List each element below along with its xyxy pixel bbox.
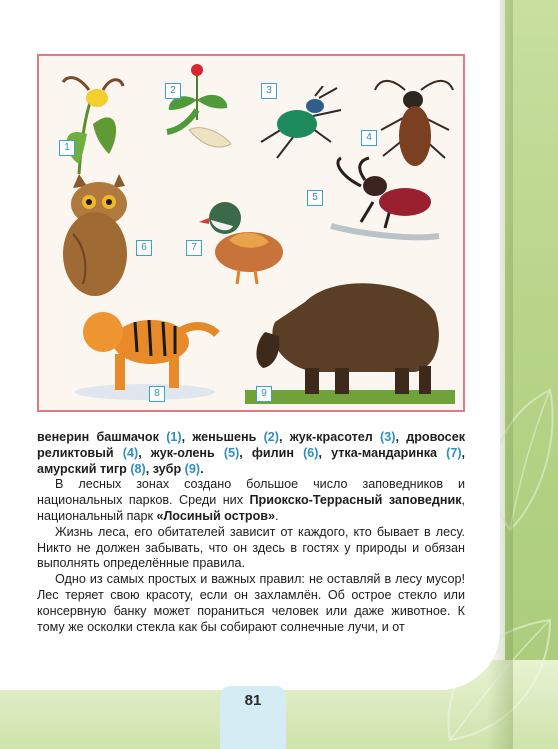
caption-species-name: филин [251,445,294,460]
figure-label-6: 6 [136,240,152,256]
caption-number: (8) [130,461,146,476]
park-name: «Лосиный остров» [156,508,276,523]
figure-label-9: 9 [256,386,272,402]
figure-label-7: 7 [186,240,202,256]
caption-species-name: жук-олень [150,445,215,460]
caption-number: (6) [303,445,319,460]
caption-number: (3) [380,430,396,444]
caption-number: (7) [446,445,462,460]
caption-number: (5) [223,445,240,460]
lady-slipper-illustration [49,64,129,174]
caption-species-name: женьшень [192,430,257,444]
caption-number: (9) [184,461,201,476]
eagle-owl-illustration [53,174,139,298]
caption-species-name: дровосек реликтовый [37,430,465,460]
caption-number: (1) [166,430,182,444]
species-illustration [37,54,465,412]
page-number: 81 [244,692,262,709]
figure-label-4: 4 [361,130,377,146]
caption-species-name: зубр [152,461,182,476]
caption-species-name: амурский тигр [37,461,127,476]
figure-label-3: 3 [261,83,277,99]
figure-label-2: 2 [165,83,181,99]
stag-beetle-illustration [321,156,441,246]
figure-caption: венерин башмачок (1), женьшень (2), жук-красотел (3), дровосек реликтовый (4), жук-олень (5), филин (6), утка-мандаринка (7), амурский тигр (8), зубр (9). [37,430,466,476]
caption-number: (4) [122,445,139,460]
caption-species-name: жук-красотел [289,430,373,444]
longhorn-beetle-illustration [369,70,459,170]
paragraph-forest-life: Жизнь леса, его обитателей зависит от каждого, кто бывает в лесу. Никто не должен забывать, что он здесь в гостях у природы и обязан выполнять определённые правила. [37,524,465,571]
caption-species-name: венерин башмачок [37,430,159,444]
paragraph-text: , национальный парк [37,493,465,523]
reserve-name: Приокско-Террасный заповедник [249,493,462,508]
caption-species-name: утка-мандаринка [331,445,438,460]
paragraph-text: В лесных зонах создано большое число заповедников и национальных парков. Среди них [37,477,465,508]
bison-illustration [245,272,455,404]
caption-number: (2) [263,430,279,444]
paragraph-reserves [37,477,465,524]
paragraph-text: . [275,508,279,523]
lesson-text [37,430,465,635]
figure-label-1: 1 [59,140,75,156]
ginseng-illustration [159,60,239,160]
figure-label-5: 5 [307,190,323,206]
paragraph-rules: Одно из самых простых и важных правил: не оставляй в лесу мусор! Лес теряет свою красоту, если он захламлён. Об острое стекло или консервную банку может пораниться человек или даже животное. К тому же осколки стекла как бы собирают солнечные лучи, и от [37,572,465,634]
figure-label-8: 8 [149,386,165,402]
